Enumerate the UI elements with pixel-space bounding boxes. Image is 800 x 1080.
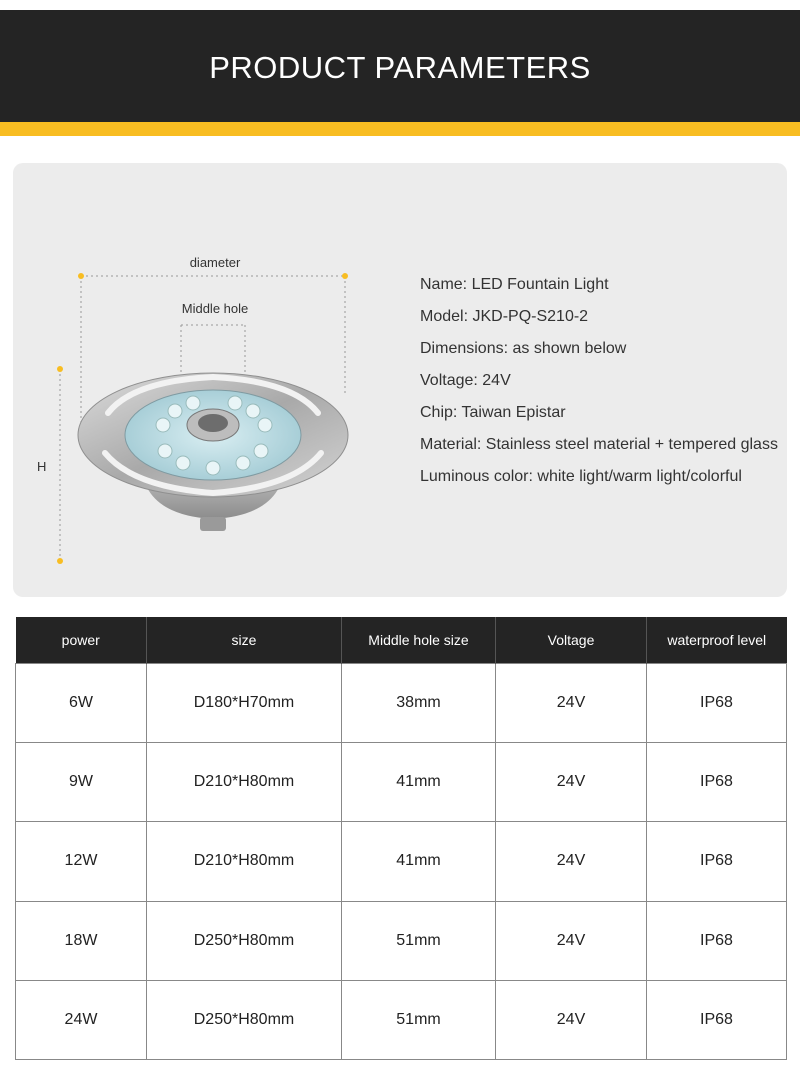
spec-chip: Chip: Taiwan Epistar (420, 404, 566, 421)
header-middle-hole-size: Middle hole size (342, 617, 496, 664)
cell-size: D210*H80mm (147, 743, 342, 822)
page-title: PRODUCT PARAMETERS (209, 50, 591, 85)
table-header-row (16, 617, 787, 664)
cell-power: 12W (16, 822, 147, 901)
cell-power: 6W (16, 664, 147, 743)
accent-bar (0, 122, 800, 136)
cell-voltage: 24V (496, 822, 647, 901)
table-row (16, 901, 787, 980)
cell-size: D250*H80mm (147, 901, 342, 980)
spec-model: Model: JKD-PQ-S210-2 (420, 308, 589, 325)
cell-power: 24W (16, 980, 147, 1059)
cell-middle-hole: 38mm (342, 664, 496, 743)
cell-voltage: 24V (496, 743, 647, 822)
spec-dimensions: Dimensions: as shown below (420, 340, 627, 357)
parameter-table (15, 617, 787, 1060)
header-power: power (16, 617, 147, 664)
header-banner (0, 10, 800, 122)
cell-waterproof: IP68 (647, 822, 787, 901)
cell-voltage: 24V (496, 980, 647, 1059)
cell-voltage: 24V (496, 901, 647, 980)
cell-middle-hole: 41mm (342, 822, 496, 901)
spec-list (420, 269, 780, 493)
cell-size: D250*H80mm (147, 980, 342, 1059)
fountain-light-image (78, 373, 348, 531)
table-row (16, 743, 787, 822)
cell-size: D210*H80mm (147, 822, 342, 901)
cell-power: 18W (16, 901, 147, 980)
cell-waterproof: IP68 (647, 901, 787, 980)
diameter-left-dot (78, 273, 84, 279)
cell-middle-hole: 51mm (342, 901, 496, 980)
table-row (16, 664, 787, 743)
height-top-dot (57, 366, 63, 372)
spec-material: Material: Stainless steel material + tempered glass (420, 436, 778, 453)
diameter-right-dot (342, 273, 348, 279)
cell-size: D180*H70mm (147, 664, 342, 743)
cell-voltage: 24V (496, 664, 647, 743)
table-row (16, 980, 787, 1059)
header-size: size (147, 617, 342, 664)
product-diagram (13, 163, 413, 597)
product-panel (13, 163, 787, 597)
height-label: H (37, 459, 47, 474)
header-waterproof-level: waterproof level (647, 617, 787, 664)
cell-waterproof: IP68 (647, 664, 787, 743)
height-bottom-dot (57, 558, 63, 564)
cell-waterproof: IP68 (647, 980, 787, 1059)
cell-waterproof: IP68 (647, 743, 787, 822)
header-voltage: Voltage (496, 617, 647, 664)
spec-luminous-color: Luminous color: white light/warm light/colorful (420, 468, 742, 485)
diameter-label: diameter (189, 255, 241, 270)
cell-middle-hole: 41mm (342, 743, 496, 822)
spec-voltage: Voltage: 24V (420, 372, 511, 389)
middle-hole-label: Middle hole (181, 301, 249, 316)
cell-power: 9W (16, 743, 147, 822)
table-row (16, 822, 787, 901)
cell-middle-hole: 51mm (342, 980, 496, 1059)
spec-name: Name: LED Fountain Light (420, 276, 609, 293)
